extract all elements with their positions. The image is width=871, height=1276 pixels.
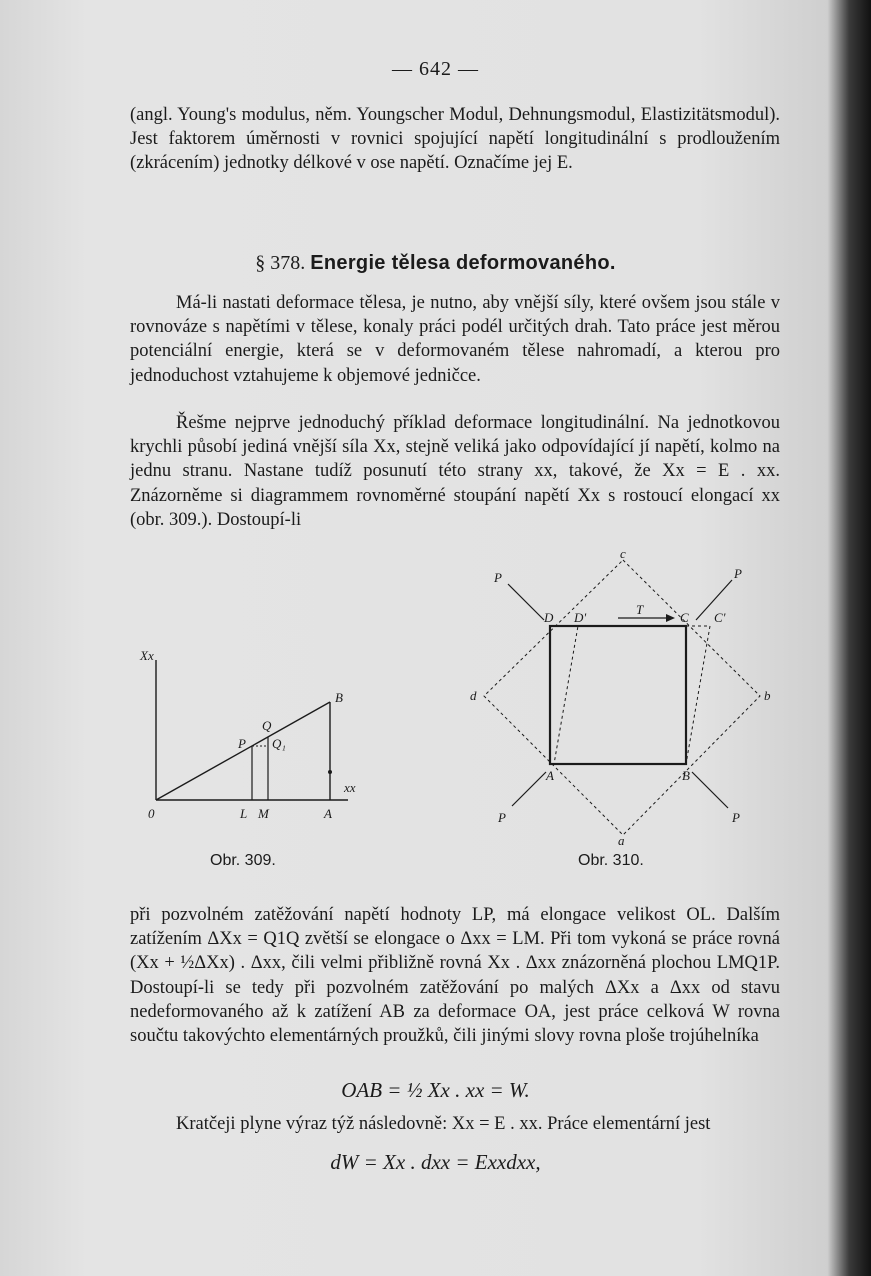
label-C-prime: C' bbox=[714, 610, 726, 625]
label-d: d bbox=[470, 688, 477, 703]
label-B: B bbox=[335, 690, 343, 705]
label-y-axis: Xx bbox=[140, 648, 154, 663]
label-P-bottom-right: P bbox=[732, 810, 740, 825]
figure-309-diagram bbox=[130, 640, 360, 830]
page-number: — 642 — bbox=[392, 58, 479, 80]
label-M: M bbox=[258, 806, 269, 821]
label-D: D bbox=[544, 610, 554, 625]
cube-square bbox=[550, 626, 686, 764]
label-P-bottom-left: P bbox=[498, 810, 506, 825]
figure-310-caption: Obr. 310. bbox=[578, 852, 644, 869]
force-P-top-left bbox=[508, 584, 544, 620]
paragraph-3: při pozvolném zatěžování napětí hodnoty LP, má elongace velikost OL. Dalším zatížením ΔXx = Q1Q zvětší se elongace o Δxx = LM. Při tom vykoná se práce rovná (Xx + ½ΔXx) . Δxx, čili velmi přibližně rovná Xx . Δxx znázorněná plochou LMQ1P. Dostoupí-li se tedy při pozvolném zatěžování po malých ΔXx a Δxx od stavu nedeformovaného až k zatížení AB za deformace OA, jest práce celková W rovna součtu takovýchto elementárných proužků, čili jinými slovy rovna ploše trojúhelníka bbox=[130, 905, 780, 1047]
force-P-bottom-right bbox=[692, 772, 728, 808]
section-title: Energie tělesa deformovaného. bbox=[310, 252, 616, 274]
figure-309-caption: Obr. 309. bbox=[210, 852, 276, 869]
arrowhead-T bbox=[666, 614, 675, 622]
equation-1: OAB = ½ Xx . xx = W. bbox=[341, 1078, 530, 1102]
label-P-top-right: P bbox=[734, 566, 742, 581]
label-C: C bbox=[680, 610, 689, 625]
equation-2: dW = Xx . dxx = Exxdxx, bbox=[330, 1150, 541, 1174]
label-D-prime: D' bbox=[574, 610, 587, 625]
label-a: a bbox=[618, 833, 625, 848]
intro-paragraph: (angl. Young's modulus, něm. Youngscher Modul, Dehnungsmodul, Elastizitätsmodul). Jest faktorem úměrnosti v rovnici spojující napětí longitudinální s prodloužením (zkrácením) jednotky délkové v ose napětí. Označíme jej E. bbox=[130, 105, 780, 174]
label-T: T bbox=[636, 602, 644, 617]
label-c: c bbox=[620, 546, 626, 561]
force-P-bottom-left bbox=[512, 772, 546, 806]
label-Q: Q bbox=[262, 718, 272, 733]
section-heading bbox=[0, 252, 871, 275]
load-line-OB bbox=[156, 702, 330, 800]
paragraph-1: Má-li nastati deformace tělesa, je nutno, aby vnější síly, které ovšem jsou stále v rovnováze s napětími v tělese, konaly práci podél určitých drah. Tato práce jest měrou potenciální energie, která se v deformovaném tělese nahromadí, a kterou pro jednoduchost vztahujeme k objemové jedničce. bbox=[130, 293, 780, 386]
label-Q1: Q₁ bbox=[272, 736, 286, 751]
label-A: A bbox=[324, 806, 332, 821]
label-B: B bbox=[682, 768, 690, 783]
section-number: § 378. bbox=[255, 252, 306, 274]
label-A: A bbox=[546, 768, 554, 783]
label-P: P bbox=[238, 736, 246, 751]
label-P-top-left: P bbox=[494, 570, 502, 585]
paragraph-2: Řešme nejprve jednoduchý příklad deformace longitudinální. Na jednotkovou krychli působí jediná vnější síla Xx, stejně veliká jako odpovídající jí napětí, kolmo na jednu stranu. Nastane tudíž posunutí této strany xx, takové, že Xx = E . xx. Znázorněme si diagrammem rovnoměrné stoupání napětí Xx s rostoucí elongací xx (obr. 309.). Dostoupí-li bbox=[130, 413, 780, 530]
label-b: b bbox=[764, 688, 771, 703]
label-x-axis: xx bbox=[344, 780, 356, 795]
label-L: L bbox=[240, 806, 248, 821]
label-origin: 0 bbox=[148, 806, 155, 821]
dot-mark bbox=[328, 770, 332, 774]
paragraph-4: Kratčeji plyne výraz týž následovně: Xx = E . xx. Práce elementární jest bbox=[176, 1114, 711, 1134]
figure-310-diagram bbox=[470, 546, 790, 848]
